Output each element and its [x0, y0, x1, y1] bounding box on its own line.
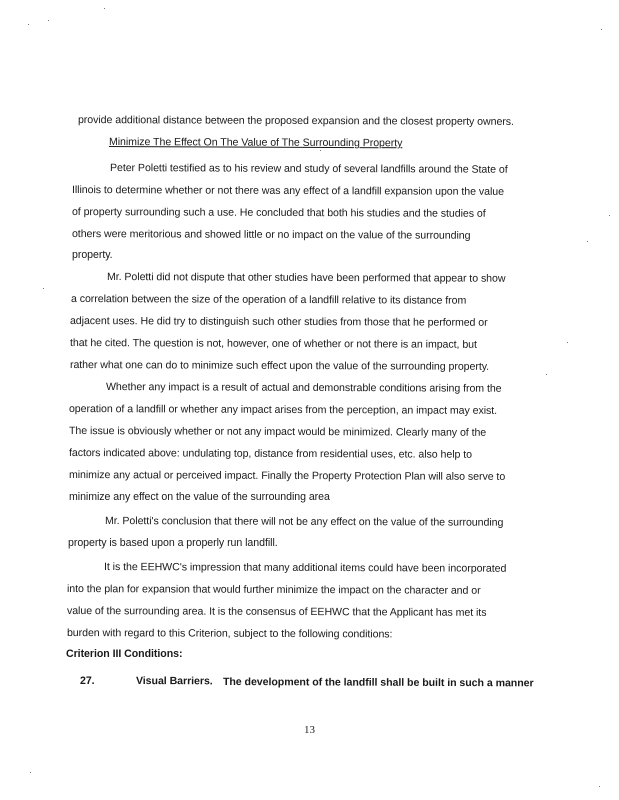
text-line: adjacent uses. He did try to distinguish such other studies from those that he performed or — [69, 315, 488, 329]
scan-speck — [30, 772, 31, 773]
text-line: It is the EEHWC's impression that many additional items could have been incorporated — [103, 561, 507, 575]
scan-speck — [28, 24, 29, 25]
text-line: others were meritorious and showed little or no impact on the value of the surrounding — [71, 228, 471, 242]
text-line: Peter Poletti testified as to his review and study of several landfills around the State of — [109, 162, 508, 176]
scan-speck — [48, 20, 49, 21]
text-line: of property surrounding such a use. He concluded that both his studies and the studies of — [71, 206, 486, 220]
text-line: Mr. Poletti's conclusion that there will not be any effect on the value of the surrounding — [104, 515, 504, 529]
text-line: provide additional distance between the proposed expansion and the closest property owners. — [77, 114, 514, 128]
text-line: Whether any impact is a result of actual and demonstrable conditions arising from the — [105, 381, 502, 395]
condition-title: Visual Barriers. — [135, 675, 213, 688]
text-line: property is based upon a properly run landfill. — [68, 537, 278, 549]
page-number: 13 — [304, 724, 315, 736]
text-line: minimize any actual or perceived impact. Finally the Property Protection Plan will also serve to — [68, 469, 506, 483]
scan-speck — [601, 29, 602, 30]
condition-number: 27. — [80, 675, 95, 687]
text-line: value of the surrounding area. It is the consensus of EEHWC that the Applicant has met its — [66, 605, 487, 619]
text-line: operation of a landfill or whether any impact arises from the perception, an impact may exist. — [68, 403, 498, 417]
text-line: Mr. Poletti did not dispute that other studies have been performed that appear to show — [106, 271, 506, 285]
text-line: into the plan for expansion that would further minimize the impact on the character and or — [66, 583, 481, 597]
scan-speck — [104, 8, 105, 9]
text-line: The issue is obviously whether or not any impact would be minimized. Clearly many of the — [68, 425, 487, 439]
text-line: property. — [72, 249, 113, 261]
scan-speck — [587, 241, 588, 242]
section-heading: Minimize The Effect On The Value of The Surrounding Property — [108, 136, 403, 150]
scan-speck — [599, 786, 600, 787]
scan-speck — [609, 215, 610, 216]
scan-speck — [320, 150, 321, 151]
text-line: a correlation between the size of the operation of a landfill relative to its distance from — [70, 293, 467, 307]
scan-speck — [43, 288, 44, 289]
text-line: Illinois to determine whether or not there was any effect of a landfill expansion upon the value — [71, 184, 504, 198]
text-line: that he cited. The question is not, however, one of whether or not there is an impact, but — [69, 337, 477, 351]
text-line: burden with regard to this Criterion, subject to the following conditions: — [66, 627, 393, 641]
text-line: minimize any effect on the value of the surrounding area — [69, 491, 330, 503]
conditions-heading: Criterion III Conditions: — [66, 648, 183, 660]
text-line: rather what one can do to minimize such effect upon the value of the surrounding property. — [69, 359, 490, 373]
condition-text: The development of the landfill shall be built in such a manner — [222, 676, 534, 690]
text-line: factors indicated above: undulating top, distance from residential uses, etc. also help to — [68, 447, 473, 461]
scan-speck — [567, 342, 568, 343]
scan-speck — [546, 374, 547, 375]
